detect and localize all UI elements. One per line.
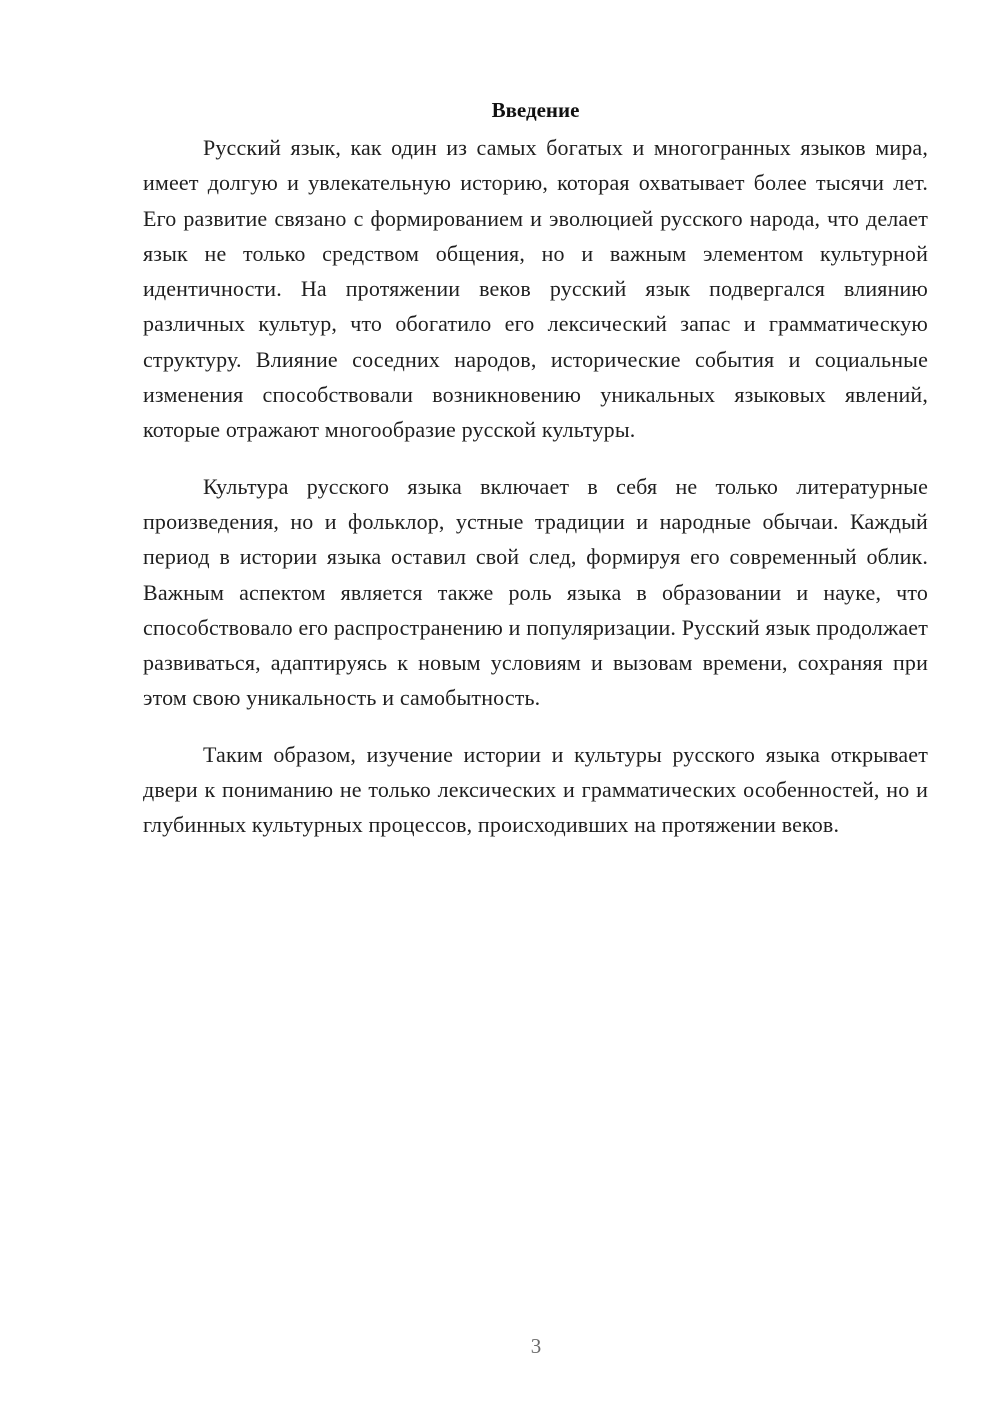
paragraph-3: Таким образом, изучение истории и культуры русского языка открывает двери к пониманию не только лексических и грамматических особенностей, но и глубинных культурных процессов, происходивших на протяжении веков. xyxy=(143,741,928,838)
paragraph-2: Культура русского языка включает в себя не только литературные произведения, но и фольклор, устные традиции и народные обычаи. Каждый период в истории языка оставил свой след, формируя его современный облик. Важным аспектом является также роль языка в образовании и науке, что способствовало его распространению и популяризации. Русский язык продолжает развиваться, адаптируясь к новым условиям и вызовам времени, сохраняя при этом свою уникальность и самобытность. xyxy=(143,473,928,711)
paragraph-1: Русский язык, как один из самых богатых и многогранных языков мира, имеет долгую и увлекательную историю, которая охватывает более тысячи лет. Его развитие связано с формированием и эволюцией русского народа, что делает язык не только средством общения, но и важным элементом культурной идентичности. На протяжении веков русский язык подвергался влиянию различных культур, что обогатило его лексический запас и грамматическую структуру. Влияние соседних народов, исторические события и социальные изменения способствовали возникновению уникальных языковых явлений, которые отражают многообразие русской культуры. xyxy=(143,135,928,443)
page-content xyxy=(143,92,928,864)
page-number: 3 xyxy=(530,1334,542,1358)
section-title: Введение xyxy=(491,98,580,122)
